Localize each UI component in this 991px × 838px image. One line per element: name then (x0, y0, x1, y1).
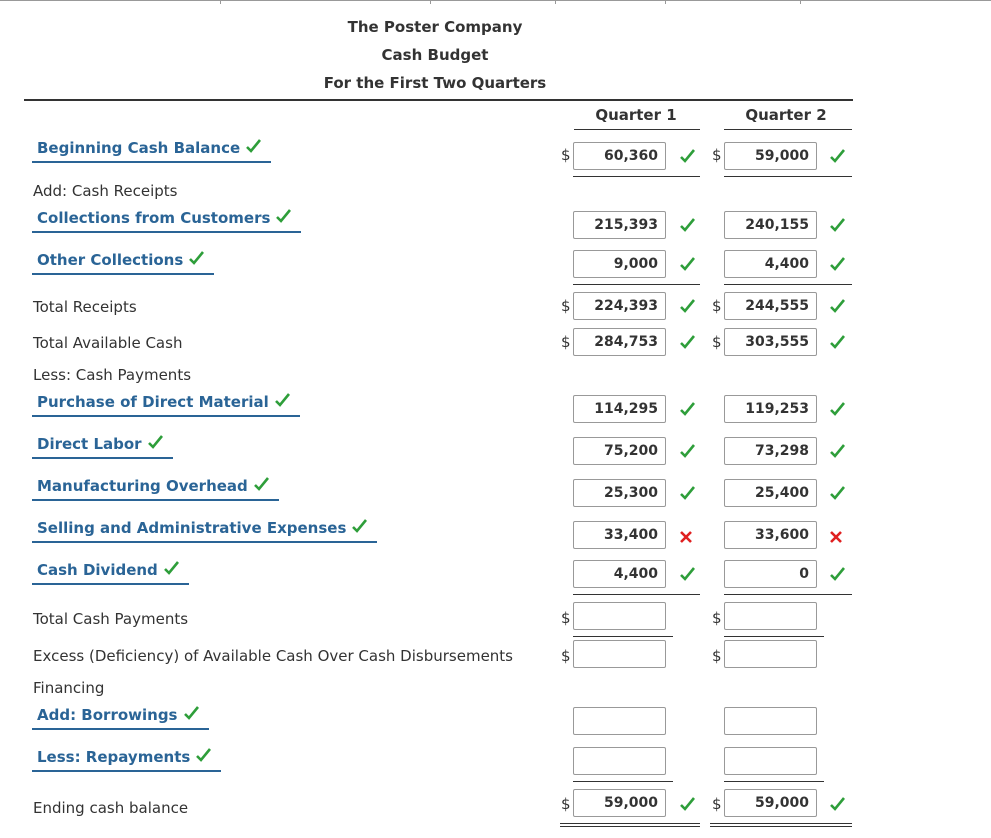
check-icon (830, 148, 845, 167)
cash-dividend-q2-input[interactable]: 0 (724, 560, 817, 588)
sga-label: Selling and Administrative Expenses (37, 519, 347, 537)
check-icon (680, 334, 695, 353)
mfg-overhead-select[interactable] (32, 477, 279, 501)
excess-q1-input[interactable] (573, 640, 666, 668)
other-collections-q2-input[interactable]: 4,400 (724, 250, 817, 278)
cash-dividend-select[interactable] (32, 561, 189, 585)
row-rule (573, 594, 700, 595)
double-rule (560, 823, 700, 824)
collections-q1-input[interactable]: 215,393 (573, 211, 666, 239)
other-collections-q1-input[interactable]: 9,000 (573, 250, 666, 278)
top-tick (800, 0, 801, 4)
check-icon (275, 393, 290, 411)
check-icon (680, 256, 695, 275)
check-icon (830, 298, 845, 317)
check-icon (246, 139, 261, 157)
top-border (0, 0, 991, 1)
sga-select[interactable] (32, 519, 377, 543)
top-tick (665, 0, 666, 4)
direct-labor-q1-input[interactable]: 75,200 (573, 437, 666, 465)
row-rule (724, 781, 824, 782)
check-icon (830, 334, 845, 353)
cash-dividend-q1-input[interactable]: 4,400 (573, 560, 666, 588)
check-icon (680, 217, 695, 236)
direct-labor-q2-input[interactable]: 73,298 (724, 437, 817, 465)
check-icon (680, 148, 695, 167)
repayments-select[interactable] (32, 748, 221, 772)
check-icon (830, 566, 845, 585)
direct-material-label: Purchase of Direct Material (37, 393, 269, 411)
row-rule (724, 636, 824, 637)
check-icon (184, 706, 199, 724)
check-icon (830, 485, 845, 504)
cross-icon (830, 528, 842, 547)
direct-labor-select[interactable] (32, 435, 173, 459)
total-payments-label: Total Cash Payments (33, 610, 189, 628)
total-receipts-label: Total Receipts (33, 298, 137, 316)
excess-q2-input[interactable] (724, 640, 817, 668)
check-icon (148, 435, 163, 453)
top-tick (430, 0, 431, 4)
other-collections-label: Other Collections (37, 251, 184, 269)
check-icon (680, 485, 695, 504)
row-rule (573, 176, 700, 177)
beginning-cash-q1-input[interactable]: 60,360 (573, 142, 666, 170)
less-cash-payments-label: Less: Cash Payments (33, 366, 192, 384)
beginning-cash-label: Beginning Cash Balance (37, 139, 241, 157)
currency-symbol: $ (712, 609, 722, 627)
check-icon (830, 401, 845, 420)
currency-symbol: $ (712, 795, 722, 813)
currency-symbol: $ (561, 795, 571, 813)
check-icon (196, 748, 211, 766)
currency-symbol: $ (561, 146, 571, 164)
check-icon (680, 298, 695, 317)
financing-label: Financing (33, 679, 105, 697)
borrowings-q1-input[interactable] (573, 707, 666, 735)
check-icon (680, 796, 695, 815)
total-payments-q1-input[interactable] (573, 602, 666, 630)
check-icon (830, 796, 845, 815)
beginning-cash-select[interactable] (32, 139, 271, 163)
row-rule (573, 781, 673, 782)
currency-symbol: $ (561, 647, 571, 665)
quarter-2-header: Quarter 2 (745, 106, 827, 124)
repayments-q2-input[interactable] (724, 747, 817, 775)
check-icon (680, 566, 695, 585)
top-tick (220, 0, 221, 4)
company-name: The Poster Company (347, 18, 523, 36)
repayments-label: Less: Repayments (37, 748, 191, 766)
sga-q1-input[interactable]: 33,400 (573, 521, 666, 549)
currency-symbol: $ (712, 146, 722, 164)
check-icon (164, 561, 179, 579)
check-icon (254, 477, 269, 495)
direct-labor-label: Direct Labor (37, 435, 142, 453)
borrowings-select[interactable] (32, 706, 209, 730)
excess-label: Excess (Deficiency) of Available Cash Over Cash Disbursements (33, 647, 513, 665)
check-icon (680, 443, 695, 462)
double-rule (710, 826, 852, 827)
header-rule (24, 99, 853, 101)
top-tick (555, 0, 556, 4)
direct-material-select[interactable] (32, 393, 300, 417)
check-icon (680, 401, 695, 420)
quarter-1-header: Quarter 1 (595, 106, 677, 124)
currency-symbol: $ (561, 297, 571, 315)
row-rule (724, 284, 852, 285)
collections-label: Collections from Customers (37, 209, 271, 227)
check-icon (830, 217, 845, 236)
double-rule (560, 826, 700, 827)
check-icon (830, 256, 845, 275)
mfg-overhead-label: Manufacturing Overhead (37, 477, 248, 495)
ending-cash-q2-input[interactable]: 59,000 (724, 789, 817, 817)
total-available-label: Total Available Cash (33, 334, 183, 352)
check-icon (830, 443, 845, 462)
other-collections-select[interactable] (32, 251, 214, 275)
ending-cash-label: Ending cash balance (33, 799, 189, 817)
add-cash-receipts-label: Add: Cash Receipts (33, 182, 178, 200)
quarter-2-rule (724, 129, 852, 130)
row-rule (724, 594, 852, 595)
row-rule (724, 176, 852, 177)
total-available-q1-input[interactable]: 284,753 (573, 328, 666, 356)
check-icon (189, 251, 204, 269)
direct-material-q1-input[interactable]: 114,295 (573, 395, 666, 423)
repayments-q1-input[interactable] (573, 747, 666, 775)
currency-symbol: $ (561, 333, 571, 351)
mfg-overhead-q2-input[interactable]: 25,400 (724, 479, 817, 507)
collections-select[interactable] (32, 209, 301, 233)
total-available-q2-input[interactable]: 303,555 (724, 328, 817, 356)
cross-icon (680, 528, 692, 547)
total-receipts-q1-input[interactable]: 224,393 (573, 292, 666, 320)
sga-q2-input[interactable]: 33,600 (724, 521, 817, 549)
check-icon (276, 209, 291, 227)
collections-q2-input[interactable]: 240,155 (724, 211, 817, 239)
currency-symbol: $ (712, 333, 722, 351)
total-payments-q2-input[interactable] (724, 602, 817, 630)
borrowings-label: Add: Borrowings (37, 706, 178, 724)
borrowings-q2-input[interactable] (724, 707, 817, 735)
budget-title: Cash Budget (381, 46, 489, 64)
beginning-cash-q2-input[interactable]: 59,000 (724, 142, 817, 170)
ending-cash-q1-input[interactable]: 59,000 (573, 789, 666, 817)
currency-symbol: $ (561, 609, 571, 627)
row-rule (573, 284, 700, 285)
mfg-overhead-q1-input[interactable]: 25,300 (573, 479, 666, 507)
cash-dividend-label: Cash Dividend (37, 561, 158, 579)
currency-symbol: $ (712, 647, 722, 665)
check-icon (352, 519, 367, 537)
budget-period: For the First Two Quarters (323, 74, 547, 92)
quarter-1-rule (574, 129, 700, 130)
row-rule (573, 636, 673, 637)
direct-material-q2-input[interactable]: 119,253 (724, 395, 817, 423)
currency-symbol: $ (712, 297, 722, 315)
double-rule (710, 823, 852, 824)
total-receipts-q2-input[interactable]: 244,555 (724, 292, 817, 320)
